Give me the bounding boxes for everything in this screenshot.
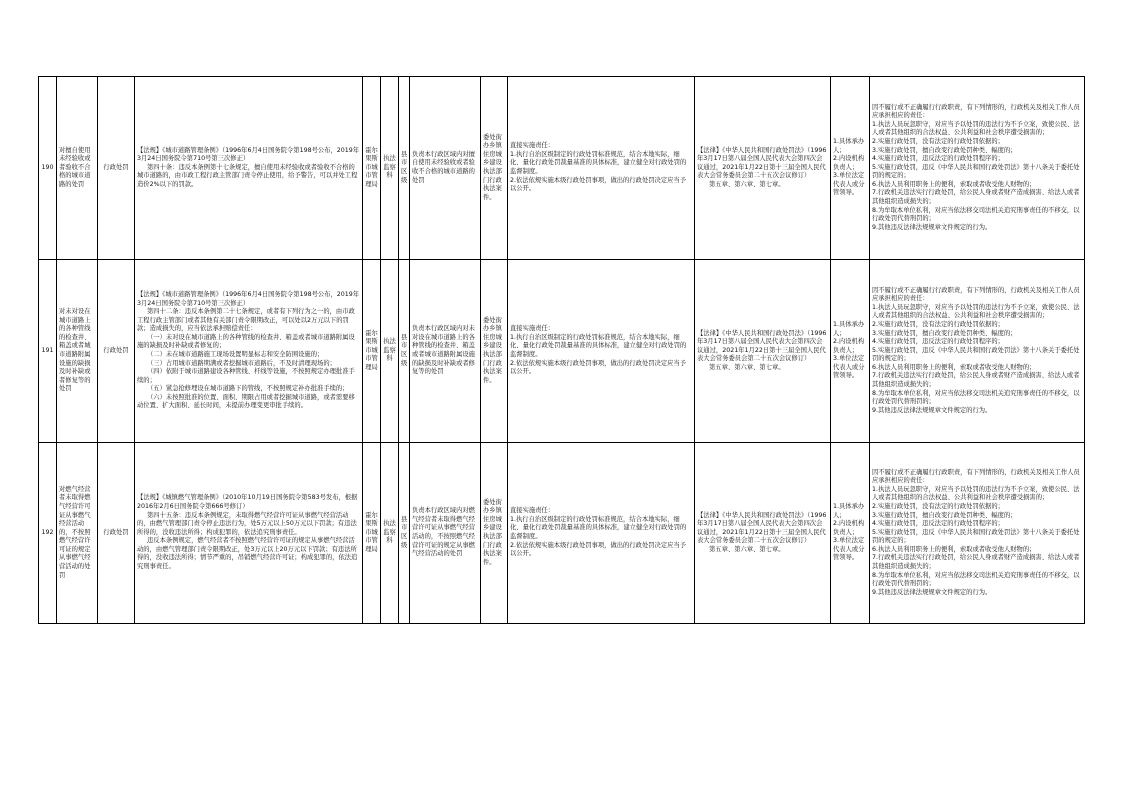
duty-line: 8.为牟取本单位私利，对应当依法移交司法机关追究刑事责任的不移交，以行政处罚代替刑罚的； (872, 206, 1080, 223)
table-row (39, 77, 1085, 260)
basis-line: 第四十二条：违反本条例第二十七条规定，或者有下列行为之一的，由市政工程行政主管部门或者其他有关部门责令限期改正，可以处以2万元以下的罚款；造成损失的，应当依法承担赔偿责任： (137, 308, 355, 333)
legal-basis (135, 77, 363, 260)
legal-basis (135, 443, 363, 624)
responsible-subject (831, 260, 870, 443)
delegation-note: 委处街办乡镇住房城乡建设执法部门行政执法案件。 (481, 443, 508, 624)
item-name: 对擅自使用未经验收或者验收不合格的城市道路的处罚 (57, 77, 98, 260)
duty-line: 8.为牟取本单位私利，对应当依法移交司法机关追究刑事责任的不移交，以行政处罚代替刑罚的； (872, 571, 1080, 588)
duty-line: 9.其他违反法律法规规章文件规定的行为。 (872, 406, 992, 414)
delegation-note: 委处街办乡镇住房城乡建设执法部门行政执法案件。 (481, 260, 508, 443)
internal-department: 执法监察科 (381, 260, 399, 443)
liability-circumstances (870, 443, 1085, 624)
duty-line: 因不履行或不正确履行行政职责，有下列情形的，行政机关及相关工作人员应承担相应的责任： (872, 286, 1080, 303)
basis-line: （一）未对设在城市道路上的各种管线的检查井、箱盖或者城市道路附属设施的缺损及时补缺或者修复的； (137, 333, 355, 350)
duty-line: 1.执法人员玩忽职守，对应当予以处罚的违法行为不予立案，致使公民、法人或者其他组织的合法权益、公共利益和社会秩序遭受损害的； (872, 120, 1080, 137)
law-line: 【法律】《中华人民共和国行政处罚法》（1996年3月17日第八届全国人民代表大会第四次会议通过，2021年1月22日第十三届全国人民代表大会常务委员会第二十五次会议修订） (697, 146, 827, 180)
impl-line: 2.依法依规实施本级行政处罚事项，做出的行政处罚决定应当予以公开。 (510, 176, 687, 193)
duty-line: 4.实施行政处罚，违反法定的行政处罚程序的； (872, 520, 1004, 528)
subject-line: 2.内设机构负责人； (833, 155, 865, 171)
basis-line: 第四十条：违反本条例第十七条规定，擅自使用未经验收或者验收不合格的城市道路的，由市政工程行政主管部门责令停止使用，给予警告，可以并处工程造价2%以下的罚款。 (137, 163, 358, 188)
duty-line: 2.实施行政处罚，没有法定的行政处罚依据的； (872, 321, 1004, 329)
implementation-responsibility (508, 443, 695, 624)
duty-line: 9.其他违反法律法规规章文件规定的行为。 (872, 223, 992, 231)
basis-line: 【法规】《城市道路管理条例》（1996年6月4日国务院令第198号公布，2019年3月24日国务院令第710号第三次修正） (137, 291, 360, 307)
impl-line: 1.执行自治区级制定的行政处罚标准规范，结合本地实际，细化、量化行政处罚裁量基准的具体标准，建立健全对行政处罚的监督制度。 (510, 515, 687, 540)
implementation-responsibility (508, 77, 695, 260)
responsible-subject (831, 77, 870, 260)
legal-basis (135, 260, 363, 443)
law-line: 【法律】《中华人民共和国行政处罚法》（1996年3月17日第八届全国人民代表大会第四次会议通过，2021年1月22日第十三届全国人民代表大会常务委员会第二十五次会议修订） (697, 329, 827, 363)
duty-line: 8.为牟取本单位私利，对应当依法移交司法机关追究刑事责任的不移交，以行政处罚代替刑罚的； (872, 389, 1080, 406)
liability-circumstances (870, 260, 1085, 443)
item-type: 行政处罚 (98, 77, 135, 260)
row-number: 191 (39, 260, 57, 443)
subject-line: 1.具体承办人； (833, 321, 865, 337)
impl-line: 直接实施责任： (510, 142, 555, 150)
duty-line: 4.实施行政处罚，违反法定的行政处罚程序的； (872, 155, 1004, 163)
duty-line: 9.其他违反法律法规规章文件规定的行为。 (872, 588, 992, 596)
responsibility-scope: 负责本行政区域内对擅自使用未经验收或者验收不合格的城市道路的处罚 (410, 77, 481, 260)
implementing-agency: 霍尔果斯市城市管理局 (363, 443, 381, 624)
duty-line: 1.执法人员玩忽职守，对应当予以处罚的违法行为不予立案，致使公民、法人或者其他组织的合法权益、公共利益和社会秩序遭受损害的； (872, 485, 1080, 502)
implementing-agency: 霍尔果斯市城市管理局 (363, 77, 381, 260)
item-type: 行政处罚 (98, 260, 135, 443)
subject-line: 1.具体承办人； (833, 138, 865, 154)
internal-department: 执法监察科 (381, 443, 399, 624)
duty-line: 3.实施行政处罚，擅自改变行政处罚种类、幅度的； (872, 329, 1017, 337)
subject-line: 2.内设机构负责人； (833, 520, 865, 536)
duty-line: 7.行政机关违法实行行政处罚，给公民人身或者财产造成损害、给法人或者其他组织造成损失的； (872, 189, 1080, 205)
basis-line: 【法规】《城镇燃气管理条例》（2010年10月19日国务院令第583号发布，根据2016年2月6日国务院令第666号修订） (137, 494, 358, 511)
impl-line: 1.执行自治区级制定的行政处罚标准规范，结合本地实际，细化、量化行政处罚裁量基准的具体标准，建立健全对行政处罚的监督制度。 (510, 333, 687, 358)
impl-line: 2.依法依规实施本级行政处罚事项，做出的行政处罚决定应当予以公开。 (510, 359, 687, 376)
law-line: 第五章、第六章、第七章。 (709, 545, 785, 553)
duty-line: 2.实施行政处罚，没有法定的行政处罚依据的； (872, 503, 1004, 511)
subject-line: 3.单位法定代表人或分管领导。 (833, 172, 865, 197)
law-line: 【法律】《中华人民共和国行政处罚法》（1996年3月17日第八届全国人民代表大会第四次会议通过，2021年1月22日第十三届全国人民代表大会常务委员会第二十五次会议修订） (697, 511, 827, 545)
duty-line: 5.实施行政处罚，违反《中华人民共和国行政处罚法》第十八条关于委托处罚的规定的； (872, 528, 1080, 545)
responsibility-table (38, 76, 1085, 624)
accountability-law (695, 260, 831, 443)
basis-line: （五）紧急抢修埋设在城市道路下的管线，不按照规定补办批准手续的； (147, 385, 349, 393)
basis-line: 违反本条例规定，燃气经营者不按照燃气经营许可证的规定从事燃气经营活动的，由燃气管理部门责令限期改正，处3万元以上20万元以下罚款；有违法所得的，没收违法所得；情节严重的，吊销燃气经营许可证；构成犯罪的，依法追究刑事责任。 (137, 537, 358, 570)
internal-department: 执法监察科 (381, 77, 399, 260)
duty-line: 5.实施行政处罚，违反《中华人民共和国行政处罚法》第十八条关于委托处罚的规定的； (872, 163, 1080, 180)
duty-line: 6.执法人员利用职务上的便利，索取或者收受他人财物的； (872, 180, 1036, 188)
basis-line: （四）依附于城市道路建设各种管线、杆线等设施，不按照规定办理批准手续的； (137, 368, 355, 384)
duty-line: 7.行政机关违法实行行政处罚，给公民人身或者财产造成损害、给法人或者其他组织造成损失的； (872, 554, 1080, 570)
exercise-level: 县市区级 (399, 77, 410, 260)
duty-line: 因不履行或不正确履行行政职责，有下列情形的，行政机关及相关工作人员应承担相应的责任： (872, 468, 1080, 485)
law-line: 第五章、第六章、第七章。 (709, 363, 785, 371)
table-row (39, 443, 1085, 624)
duty-line: 因不履行或不正确履行行政职责，有下列情形的，行政机关及相关工作人员应承担相应的责任： (872, 103, 1080, 120)
delegation-note: 委处街办乡镇住房城乡建设执法部门行政执法案件。 (481, 77, 508, 260)
exercise-level: 县市区级 (399, 260, 410, 443)
responsibility-scope: 负责本行政区域内对未对设在城市道路上的各种管线的检查井、箱盖或者城市道路附属设施的缺损及时补缺或者修复等的处罚 (410, 260, 481, 443)
duty-line: 6.执法人员利用职务上的便利，索取或者收受他人财物的； (872, 545, 1036, 553)
impl-line: 直接实施责任： (510, 325, 555, 333)
accountability-law (695, 443, 831, 624)
implementation-responsibility (508, 260, 695, 443)
subject-line: 3.单位法定代表人或分管领导。 (833, 537, 865, 562)
duty-line: 1.执法人员玩忽职守，对应当予以处罚的违法行为不予立案，致使公民、法人或者其他组织的合法权益、公共利益和社会秩序遭受损害的； (872, 303, 1080, 320)
subject-line: 2.内设机构负责人； (833, 338, 865, 354)
implementing-agency: 霍尔果斯市城市管理局 (363, 260, 381, 443)
basis-line: 第四十五条：违反本条例规定，未取得燃气经营许可证从事燃气经营活动的，由燃气管理部门责令停止违法行为，处5万元以上50万元以下罚款；有违法所得的，没收违法所得；构成犯罪的，依法追究刑事责任。 (137, 511, 357, 536)
law-line: 第五章、第六章、第七章。 (709, 180, 785, 188)
duty-line: 2.实施行政处罚，没有法定的行政处罚依据的； (872, 138, 1004, 146)
basis-line: 【法规】《城市道路管理条例》（1996年6月4日国务院令第198号公布，2019年3月24日国务院令第710号第三次修正） (137, 146, 360, 163)
subject-line: 1.具体承办人； (833, 503, 865, 519)
impl-line: 1.执行自治区级制定的行政处罚标准规范，结合本地实际，细化、量化行政处罚裁量基准的具体标准，建立健全对行政处罚的监督制度。 (510, 150, 687, 175)
impl-line: 直接实施责任： (510, 507, 555, 515)
exercise-level: 县市区级 (399, 443, 410, 624)
basis-line: （三）占用城市道路期满或者挖掘城市道路后，不及时清理现场的； (147, 359, 336, 367)
table-row (39, 260, 1085, 443)
duty-line: 3.实施行政处罚，擅自改变行政处罚种类、幅度的； (872, 146, 1017, 154)
item-type: 行政处罚 (98, 443, 135, 624)
liability-circumstances (870, 77, 1085, 260)
responsibility-scope: 负责本行政区域内对燃气经营者未取得燃气经营许可证从事燃气经营活动的，不按照燃气经营许可证的规定从事燃气经营活动的处罚 (410, 443, 481, 624)
duty-line: 5.实施行政处罚，违反《中华人民共和国行政处罚法》第十八条关于委托处罚的规定的； (872, 346, 1080, 363)
basis-line: （二）未在城市道路施工现场设置明显标志和安全防围设施的； (147, 351, 324, 358)
item-name: 对燃气经营者未取得燃气经营许可证从事燃气经营活动的，不按照燃气经营许可证的规定从事燃气经营活动的处罚 (57, 443, 98, 624)
duty-line: 7.行政机关违法实行行政处罚，给公民人身或者财产造成损害、给法人或者其他组织造成损失的； (872, 372, 1080, 388)
row-number: 192 (39, 443, 57, 624)
duty-line: 3.实施行政处罚，擅自改变行政处罚种类、幅度的； (872, 511, 1017, 519)
impl-line: 2.依法依规实施本级行政处罚事项，做出的行政处罚决定应当予以公开。 (510, 541, 687, 558)
duty-line: 4.实施行政处罚，违反法定的行政处罚程序的； (872, 338, 1004, 346)
accountability-law (695, 77, 831, 260)
duty-line: 6.执法人员利用职务上的便利，索取或者收受他人财物的； (872, 363, 1036, 371)
basis-line: （六）未按照批准的位置、面积、期限占用或者挖掘城市道路，或者需要移动位置、扩大面积、延长时间，未提前办理变更审批手续的。 (137, 393, 355, 410)
row-number: 190 (39, 77, 57, 260)
subject-line: 3.单位法定代表人或分管领导。 (833, 355, 865, 380)
responsible-subject (831, 443, 870, 624)
item-name: 对未对设在城市道路上的各种管线的检查井、箱盖或者城市道路附属设施的缺损及时补缺或者修复等的处罚 (57, 260, 98, 443)
